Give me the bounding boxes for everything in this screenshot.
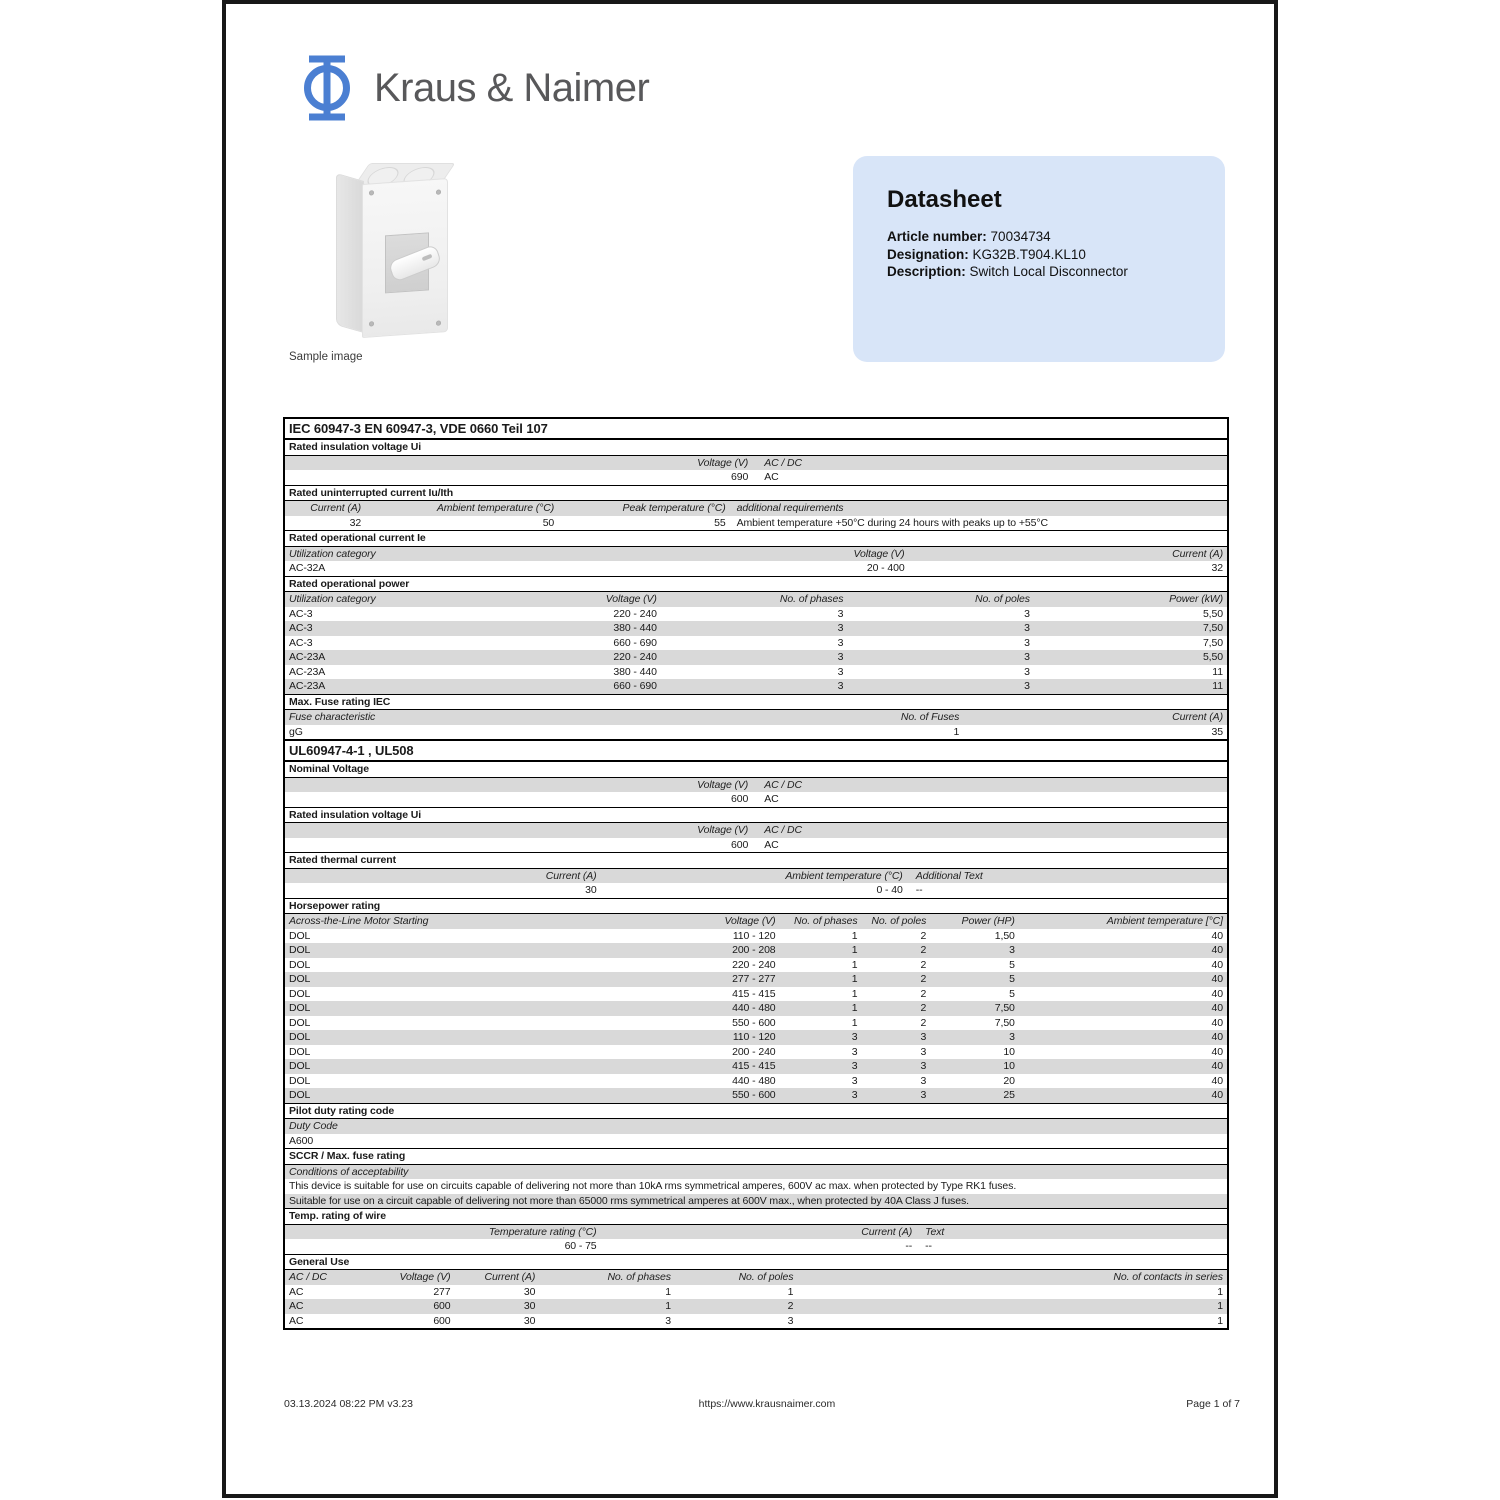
table-cell: 40: [1211, 1002, 1223, 1014]
table-cell: 3: [837, 651, 844, 663]
table-cell: 7,50: [1202, 622, 1223, 634]
table-cell: 2: [920, 973, 927, 985]
table-cell: 3: [837, 636, 844, 649]
table-cell: Conditions of acceptability: [289, 1165, 409, 1178]
table-row: [285, 1134, 1227, 1149]
table-cell: 380 - 440: [613, 665, 657, 678]
table-cell: IEC 60947-3 EN 60947-3, VDE 0660 Teil 107: [289, 421, 548, 436]
table-cell: 1: [1217, 1300, 1223, 1312]
table-row: [285, 1059, 1227, 1074]
table-row: [285, 1194, 1227, 1209]
table-cell: 3: [920, 1089, 927, 1101]
table-cell: AC / DC: [764, 824, 803, 836]
table-cell: No. of phases: [607, 1271, 671, 1283]
table-cell: Rated thermal current: [289, 854, 397, 866]
table-cell: 3: [1009, 944, 1015, 956]
table-cell: 277 - 277: [732, 973, 776, 985]
table-cell: 10: [1003, 1060, 1015, 1072]
table-cell: --: [925, 1240, 932, 1252]
article-number-label: Article number:: [887, 229, 987, 244]
table-cell: 1: [1217, 1285, 1223, 1298]
page-footer: [272, 1398, 1240, 1414]
table-cell: Max. Fuse rating IEC: [289, 695, 391, 708]
table-cell: AC: [764, 838, 779, 851]
table-cell: 3: [851, 1060, 858, 1072]
table-cell: 600: [433, 1300, 451, 1312]
subsection-header-row: [285, 694, 1227, 711]
table-cell: 40: [1211, 1045, 1223, 1058]
column-header-row: [285, 501, 1227, 516]
table-cell: Current (A): [1172, 711, 1223, 723]
screw-icon: [436, 189, 441, 194]
table-cell: 7,50: [994, 1002, 1015, 1014]
table-cell: 20: [1003, 1074, 1015, 1087]
table-cell: Fuse characteristic: [289, 711, 376, 723]
table-cell: 220 - 240: [732, 958, 776, 971]
table-cell: 3: [837, 680, 844, 692]
column-header-row: [285, 1165, 1227, 1180]
table-cell: No. of poles: [871, 915, 927, 927]
table-row: [285, 516, 1227, 531]
table-cell: 3: [837, 607, 844, 620]
table-row: [285, 607, 1227, 622]
product-image: [326, 159, 466, 344]
subsection-header-row: [285, 898, 1227, 915]
table-row: [285, 929, 1227, 944]
table-row: [285, 792, 1227, 807]
table-cell: Voltage (V): [605, 593, 657, 605]
footer-url: https://www.krausnaimer.com: [698, 1398, 836, 1410]
logo-text: Kraus & Naimer: [374, 66, 650, 110]
table-cell: UL60947-4-1 , UL508: [289, 743, 414, 758]
table-row: [285, 1074, 1227, 1089]
screw-icon: [369, 190, 374, 195]
table-row: [285, 958, 1227, 973]
table-row: [285, 561, 1227, 576]
table-cell: Rated insulation voltage Ui: [289, 441, 422, 453]
header-logo: [298, 54, 649, 122]
table-cell: 50: [542, 516, 555, 529]
table-cell: 440 - 480: [732, 1002, 776, 1014]
table-cell: Voltage (V): [399, 1271, 451, 1283]
column-header-row: [285, 914, 1227, 929]
table-cell: 3: [920, 1031, 927, 1043]
subsection-header-row: [285, 485, 1227, 502]
column-header-row: [285, 710, 1227, 725]
table-cell: 380 - 440: [613, 622, 657, 634]
table-row: [285, 621, 1227, 636]
table-cell: 550 - 600: [732, 1089, 776, 1101]
table-cell: 40: [1211, 973, 1223, 985]
table-cell: --: [915, 884, 923, 896]
table-cell: 40: [1211, 958, 1223, 971]
section-header-row: [285, 739, 1227, 762]
column-header-row: [285, 823, 1227, 838]
table-cell: 600: [433, 1314, 451, 1327]
table-cell: 7,50: [1202, 636, 1223, 649]
table-cell: No. of poles: [738, 1271, 794, 1283]
table-cell: Text: [925, 1225, 945, 1238]
table-cell: DOL: [289, 1002, 311, 1014]
table-cell: Current (A): [1172, 547, 1223, 560]
table-cell: DOL: [289, 1060, 311, 1072]
column-header-row: [285, 1119, 1227, 1134]
table-cell: 11: [1212, 665, 1223, 678]
description-label: Description:: [887, 264, 966, 279]
column-header-row: [285, 456, 1227, 471]
table-row: [285, 636, 1227, 651]
table-cell: 200 - 240: [732, 1045, 776, 1058]
card-fields: [887, 228, 1225, 281]
table-cell: Current (A): [484, 1271, 536, 1283]
table-cell: 40: [1211, 1074, 1223, 1087]
column-header-row: [285, 869, 1227, 884]
table-cell: 1: [851, 958, 858, 971]
table-cell: DOL: [289, 1074, 311, 1087]
table-cell: 1: [851, 929, 858, 942]
table-cell: 3: [1024, 665, 1030, 678]
table-cell: Power (HP): [961, 915, 1015, 927]
table-row: [285, 1001, 1227, 1016]
table-row: [285, 838, 1227, 853]
table-cell: --: [905, 1240, 913, 1252]
table-cell: 1: [787, 1285, 794, 1298]
subsection-header-row: [285, 852, 1227, 869]
table-cell: Voltage (V): [697, 824, 749, 836]
table-cell: 1: [851, 944, 858, 956]
table-cell: DOL: [289, 929, 311, 942]
table-cell: Rated operational current Ie: [289, 532, 426, 544]
table-cell: 25: [1003, 1089, 1015, 1101]
table-cell: AC / DC: [764, 456, 803, 469]
kraus-naimer-phi-icon: [298, 54, 356, 122]
table-cell: 30: [585, 884, 597, 896]
section-header-row: [285, 419, 1227, 440]
table-cell: 110 - 120: [732, 929, 776, 942]
table-cell: 600: [730, 838, 749, 851]
table-cell: DOL: [289, 944, 311, 956]
table-cell: 40: [1211, 929, 1223, 942]
column-header-row: [285, 1225, 1227, 1240]
table-cell: Current (A): [545, 869, 597, 882]
datasheet-card: [853, 156, 1225, 362]
table-cell: No. of phases: [794, 915, 858, 927]
table-row: [285, 883, 1227, 898]
table-cell: 1: [851, 1002, 858, 1014]
table-row: [285, 1179, 1227, 1194]
table-cell: Ambient temperature [°C]: [1106, 915, 1223, 927]
table-cell: AC-23A: [289, 651, 326, 663]
table-cell: DOL: [289, 1045, 311, 1058]
table-cell: 40: [1211, 1089, 1223, 1101]
table-row: [285, 1299, 1227, 1314]
table-cell: 5,50: [1202, 607, 1223, 620]
table-cell: 220 - 240: [613, 607, 657, 620]
table-cell: gG: [289, 725, 303, 738]
table-cell: Voltage (V): [697, 778, 749, 791]
table-cell: AC-3: [289, 607, 313, 620]
table-cell: 3: [1024, 636, 1030, 649]
table-cell: 40: [1211, 1016, 1223, 1029]
table-cell: Pilot duty rating code: [289, 1104, 395, 1117]
table-cell: Horsepower rating: [289, 899, 381, 912]
table-cell: 1,50: [994, 929, 1015, 942]
screw-icon: [369, 321, 374, 326]
table-cell: Rated insulation voltage Ui: [289, 808, 422, 821]
table-cell: AC-23A: [289, 665, 326, 678]
table-cell: 3: [920, 1060, 927, 1072]
subsection-header-row: [285, 807, 1227, 824]
sample-image-caption: Sample image: [289, 351, 363, 363]
column-header-row: [285, 592, 1227, 607]
table-cell: Voltage (V): [724, 915, 776, 927]
table-cell: Across-the-Line Motor Starting: [289, 915, 429, 927]
switch-panel: [385, 232, 429, 293]
table-cell: Utilization category: [289, 547, 376, 560]
table-cell: 1: [851, 973, 858, 985]
table-cell: 3: [851, 1045, 858, 1058]
table-cell: 7,50: [994, 1016, 1015, 1029]
table-cell: A600: [289, 1134, 314, 1147]
article-number-value: 70034734: [990, 229, 1051, 244]
description-value: Switch Local Disconnector: [969, 264, 1128, 279]
footer-date-version: 03.13.2024 08:22 PM v3.23: [284, 1398, 414, 1410]
subsection-header-row: [285, 1208, 1227, 1225]
subsection-header-row: [285, 440, 1227, 456]
table-cell: 1: [851, 1016, 858, 1029]
table-row: [285, 665, 1227, 680]
table-row: [285, 987, 1227, 1002]
table-cell: AC / DC: [289, 1271, 327, 1283]
table-cell: 3: [1024, 680, 1030, 692]
table-cell: 415 - 415: [732, 1060, 776, 1072]
table-cell: 3: [837, 622, 844, 634]
table-cell: Peak temperature (°C): [622, 502, 726, 514]
table-cell: 3: [851, 1089, 858, 1101]
table-cell: 32: [349, 516, 362, 529]
table-cell: SCCR / Max. fuse rating: [289, 1150, 406, 1162]
table-cell: Rated operational power: [289, 577, 410, 590]
table-cell: 660 - 690: [613, 680, 657, 692]
rotary-handle: [388, 244, 442, 283]
designation-label: Designation:: [887, 246, 969, 262]
table-cell: 3: [1024, 607, 1030, 620]
table-row: [285, 1239, 1227, 1254]
article-number-row: [887, 228, 1225, 246]
table-cell: No. of contacts in series: [1113, 1271, 1223, 1283]
table-cell: Ambient temperature (°C): [436, 502, 555, 514]
subsection-header-row: [285, 1254, 1227, 1271]
table-cell: 60 - 75: [564, 1240, 597, 1252]
table-cell: 3: [787, 1314, 794, 1327]
table-row: [285, 1016, 1227, 1031]
table-cell: AC-32A: [289, 562, 326, 574]
table-cell: AC: [764, 471, 779, 483]
table-cell: 10: [1003, 1045, 1015, 1058]
table-cell: DOL: [289, 1016, 311, 1029]
table-cell: 30: [523, 1285, 536, 1298]
table-cell: Temp. rating of wire: [289, 1210, 386, 1222]
table-cell: 11: [1212, 680, 1223, 692]
table-cell: DOL: [289, 973, 311, 985]
table-cell: 2: [920, 944, 927, 956]
table-cell: 2: [787, 1300, 794, 1312]
table-cell: 5,50: [1202, 651, 1223, 663]
designation-row: [887, 246, 1225, 264]
table-cell: 550 - 600: [732, 1016, 776, 1029]
table-cell: 1: [851, 987, 858, 1000]
table-row: [285, 1030, 1227, 1045]
subsection-header-row: [285, 762, 1227, 778]
footer-page-number: Page 1 of 7: [1186, 1398, 1240, 1410]
table-cell: Duty Code: [289, 1120, 338, 1132]
enclosure-front-face: [362, 178, 448, 338]
card-title: Datasheet: [887, 186, 1002, 213]
designation-value: KG32B.T904.KL10: [972, 246, 1086, 262]
table-cell: Voltage (V): [853, 547, 905, 560]
table-cell: Ambient temperature (°C): [785, 869, 903, 882]
table-cell: 32: [1211, 562, 1223, 574]
table-row: [285, 943, 1227, 958]
table-cell: 5: [1009, 958, 1015, 971]
table-cell: 20 - 400: [866, 562, 905, 574]
table-cell: 415 - 415: [732, 987, 776, 1000]
table-cell: DOL: [289, 987, 311, 1000]
table-row: [285, 1314, 1227, 1329]
table-cell: 3: [665, 1314, 671, 1327]
table-cell: 40: [1211, 987, 1223, 1000]
table-cell: 110 - 120: [732, 1031, 776, 1043]
table-cell: Nominal Voltage: [289, 763, 369, 775]
table-cell: Voltage (V): [697, 456, 749, 469]
table-cell: 3: [920, 1045, 927, 1058]
table-cell: 0 - 40: [876, 884, 903, 896]
table-cell: AC: [289, 1314, 304, 1327]
table-cell: DOL: [289, 958, 311, 971]
table-row: [285, 470, 1227, 485]
table-cell: 40: [1211, 1060, 1223, 1072]
table-cell: 440 - 480: [732, 1074, 776, 1087]
table-cell: 1: [665, 1300, 671, 1312]
table-cell: additional requirements: [736, 502, 844, 514]
table-cell: AC-3: [289, 636, 313, 649]
subsection-header-row: [285, 530, 1227, 547]
table-cell: 2: [920, 987, 927, 1000]
column-header-row: [285, 1270, 1227, 1285]
table-cell: Current (A): [310, 502, 362, 514]
table-cell: 55: [714, 516, 726, 529]
table-cell: 660 - 690: [613, 636, 657, 649]
table-cell: General Use: [289, 1255, 350, 1268]
table-cell: 1: [1217, 1314, 1223, 1327]
table-cell: AC-23A: [289, 680, 326, 692]
table-cell: Power (kW): [1169, 593, 1223, 605]
column-header-row: [285, 547, 1227, 562]
table-cell: 30: [523, 1300, 536, 1312]
table-cell: 600: [730, 793, 749, 805]
table-cell: DOL: [289, 1031, 311, 1043]
table-cell: 2: [920, 1002, 927, 1014]
table-cell: 5: [1009, 987, 1015, 1000]
table-cell: 2: [920, 958, 927, 971]
subsection-header-row: [285, 1148, 1227, 1165]
table-cell: No. of poles: [975, 593, 1030, 605]
table-row: [285, 1088, 1227, 1103]
table-cell: Ambient temperature +50°C during 24 hours with peaks up to +55°C: [736, 516, 1048, 529]
table-cell: Current (A): [861, 1225, 913, 1238]
table-row: [285, 650, 1227, 665]
table-cell: 2: [920, 1016, 927, 1029]
table-cell: 2: [920, 929, 927, 942]
table-cell: AC: [289, 1285, 304, 1298]
table-cell: 40: [1211, 1031, 1223, 1043]
datasheet-page: [222, 0, 1278, 1498]
table-cell: Rated uninterrupted current Iu/Ith: [289, 486, 454, 499]
table-cell: 3: [837, 665, 844, 678]
table-cell: 5: [1009, 973, 1015, 985]
subsection-header-row: [285, 576, 1227, 593]
table-cell: 3: [851, 1074, 858, 1087]
column-header-row: [285, 778, 1227, 793]
spec-table: [283, 417, 1229, 1330]
table-cell: AC: [764, 793, 779, 805]
table-cell: Utilization category: [289, 593, 376, 605]
table-cell: 3: [920, 1074, 927, 1087]
description-row: [887, 263, 1225, 281]
table-cell: 690: [730, 471, 749, 483]
table-row: [285, 1285, 1227, 1300]
table-cell: No. of phases: [779, 593, 844, 605]
table-cell: DOL: [289, 1089, 311, 1101]
table-cell: 3: [1024, 651, 1030, 663]
table-cell: AC-3: [289, 622, 313, 634]
table-cell: 40: [1211, 944, 1223, 956]
table-cell: Suitable for use on a circuit capable of delivering not more than 65000 rms symmetrical amperes at 600V max., when protected by 40A Class J fuses.: [289, 1194, 969, 1207]
table-cell: 30: [523, 1314, 536, 1327]
subsection-header-row: [285, 1103, 1227, 1120]
table-cell: 35: [1211, 725, 1223, 738]
table-row: [285, 725, 1227, 740]
screw-icon: [436, 320, 441, 325]
enclosure-side-face: [336, 173, 364, 333]
table-cell: This device is suitable for use on circuits capable of delivering not more than 10kA rms symmetrical amperes, 600V ac max. when protected by Type RK1 fuses.: [289, 1180, 1017, 1192]
table-row: [285, 1045, 1227, 1060]
table-row: [285, 972, 1227, 987]
table-cell: 1: [665, 1285, 671, 1298]
table-cell: 277: [433, 1285, 451, 1298]
table-cell: 3: [1024, 622, 1030, 634]
table-cell: 200 - 208: [732, 944, 776, 956]
table-row: [285, 679, 1227, 694]
table-cell: AC: [289, 1300, 304, 1312]
table-cell: 3: [851, 1031, 858, 1043]
table-cell: Additional Text: [915, 869, 983, 882]
table-cell: 3: [1009, 1031, 1015, 1043]
table-cell: Temperature rating (°C): [488, 1225, 597, 1238]
table-cell: AC / DC: [764, 778, 803, 791]
table-cell: 1: [953, 725, 960, 738]
table-cell: No. of Fuses: [900, 711, 960, 723]
table-cell: 220 - 240: [613, 651, 657, 663]
